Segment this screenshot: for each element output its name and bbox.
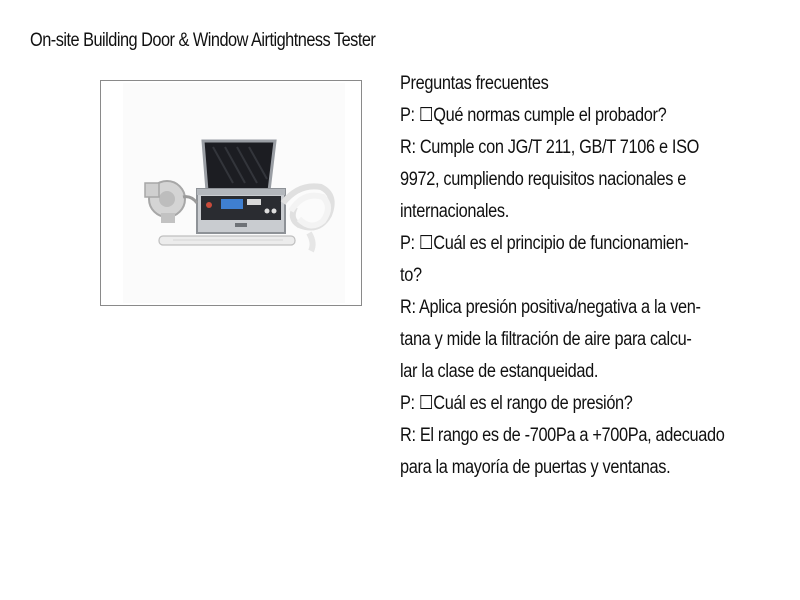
case-lid xyxy=(203,141,275,191)
faq-answer-line: R: Cumple con JG/T 211, GB/T 7106 e ISO xyxy=(400,137,700,158)
faq-answer-line: R: El rango es de -700Pa a +700Pa, adecuado xyxy=(400,425,725,446)
airtightness-tester-kit-illustration xyxy=(123,83,345,303)
faq-answer-line: lar la clase de estanqueidad. xyxy=(400,361,599,382)
blower-fan xyxy=(145,181,197,223)
product-image-background xyxy=(123,83,345,303)
page-title: On-site Building Door & Window Airtightness Tester xyxy=(30,30,376,51)
faq-question-line: to? xyxy=(400,265,422,286)
faq-answer-line: 9972, cumpliendo requisitos nacionales e xyxy=(400,169,687,190)
faq-question-line: P: ☐Cuál es el principio de funcionamien- xyxy=(400,233,689,254)
case-body xyxy=(197,189,285,233)
faq-question-line: P: ☐Cuál es el rango de presión? xyxy=(400,393,633,414)
faq-section xyxy=(400,68,780,484)
faq-question-line: P: ☐Qué normas cumple el probador? xyxy=(400,105,667,126)
faq-heading: Preguntas frecuentes xyxy=(400,73,549,94)
faq-answer-line: tana y mide la filtración de aire para calcu- xyxy=(400,329,692,350)
faq-answer-line: para la mayoría de puertas y ventanas. xyxy=(400,457,671,478)
faq-answer-line: R: Aplica presión positiva/negativa a la ven- xyxy=(400,297,701,318)
faq-answer-line: internacionales. xyxy=(400,201,509,222)
long-tube xyxy=(159,236,295,245)
product-image xyxy=(100,80,362,306)
